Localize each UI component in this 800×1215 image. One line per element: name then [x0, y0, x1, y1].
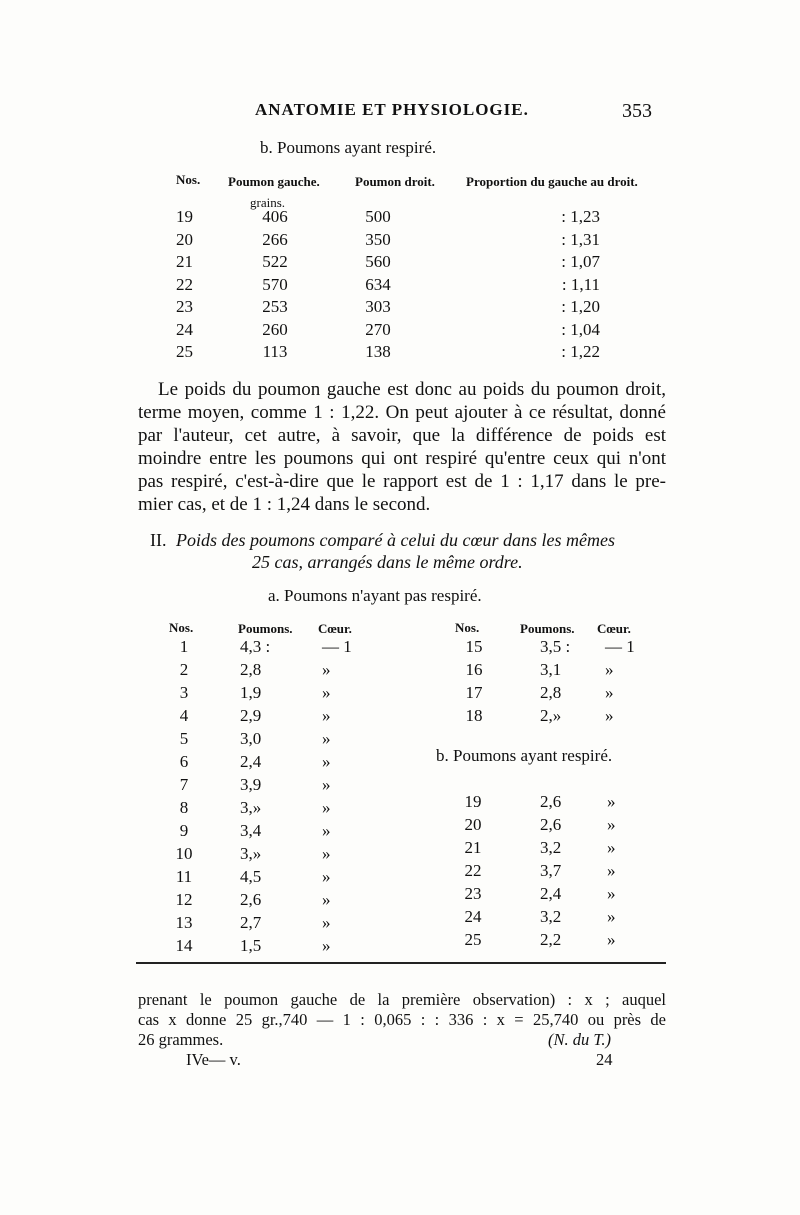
table-b2-cell-poumons: 3,7 [540, 861, 562, 880]
table-a-cell-poumons: 3,» [240, 798, 262, 817]
paragraph-line: par l'auteur, cet autre, à savoir, que la différence de poids est [138, 425, 666, 446]
table-b2-cell-coeur: » [607, 792, 616, 811]
table-b2-title: b. Poumons ayant respiré. [436, 746, 613, 765]
table-b2-cell-poumons: 2,6 [540, 815, 562, 834]
table-a-right-cell-no: 18 [465, 706, 483, 725]
table-b-cell-no: 22 [176, 274, 193, 294]
table-a-cell-poumons: 1,9 [240, 683, 262, 702]
table-b-cell-droit: 560 [365, 252, 391, 271]
table-b2-cell-coeur: » [607, 884, 616, 903]
table-b2-cell-coeur: » [607, 838, 616, 857]
table-b-cell-proportion: : 1,22 [561, 342, 600, 361]
table-a-right-cell-poumons: 2,8 [540, 683, 562, 702]
col-header-poumon-droit: Poumon droit. [355, 174, 435, 189]
table-a-cell-poumons: 2,7 [240, 913, 262, 932]
table-b2-cell-coeur: » [607, 861, 616, 880]
section-numeral: II. [150, 530, 167, 550]
table-b-cell-droit: 303 [365, 297, 391, 316]
table-a-cell-coeur: » [322, 844, 331, 863]
table-a-left-header-nos: Nos. [169, 620, 194, 635]
col-header-proportion: Proportion du gauche au droit. [466, 174, 638, 189]
table-a-cell-coeur: » [322, 660, 331, 679]
table-a-cell-poumons: 3,0 [240, 729, 262, 748]
table-a-cell-poumons: 3,» [240, 844, 262, 863]
table-a-right-cell-no: 16 [465, 660, 483, 679]
running-header-title: ANATOMIE ET PHYSIOLOGIE. [255, 100, 529, 119]
table-b2-cell-coeur: » [607, 907, 616, 926]
table-b-cell-no: 24 [176, 319, 193, 339]
table-b-cell-no: 21 [176, 252, 193, 271]
table-a-right-cell-coeur: » [605, 683, 614, 702]
table-a-cell-coeur: » [322, 706, 331, 725]
table-b-cell-gauche: 260 [262, 319, 288, 339]
table-a-cell-no: 2 [179, 660, 189, 679]
signature-mark: IVe— v. [186, 1050, 241, 1069]
table-a-cell-no: 12 [175, 890, 193, 909]
unit-label: grains. [250, 195, 286, 210]
table-a-cell-coeur: — 1 [322, 637, 352, 656]
table-a-cell-coeur: » [322, 752, 331, 771]
table-b-cell-gauche: 522 [262, 252, 288, 271]
footnote-rule [136, 962, 666, 964]
footnote-line-3: 26 grammes. [138, 1030, 224, 1049]
table-a-cell-coeur: » [322, 798, 331, 817]
table-a-cell-no: 8 [179, 798, 189, 817]
table-a-cell-no: 11 [175, 867, 193, 886]
table-b2-cell-no: 20 [464, 815, 482, 834]
table-a-cell-coeur: » [322, 775, 331, 794]
table-b-cell-droit: 634 [365, 274, 391, 294]
signature-number: 24 [596, 1050, 613, 1069]
col-header-poumon-gauche: Poumon gauche. [228, 174, 320, 189]
table-a-cell-poumons: 3,4 [240, 821, 262, 840]
table-a-right-cell-poumons: 2,» [540, 706, 562, 725]
table-a-right-cell-no: 15 [465, 637, 483, 656]
paragraph-line: Le poids du poumon gauche est donc au poids du poumon droit, [158, 379, 666, 400]
table-b2-cell-no: 25 [464, 930, 482, 949]
table-a-cell-coeur: » [322, 867, 331, 886]
table-b-cell-gauche: 406 [262, 207, 288, 226]
paragraph-line: pas respiré, c'est-à-dire que le rapport est de 1 : 1,17 dans le pre- [138, 471, 666, 492]
table-b2-cell-no: 23 [464, 884, 482, 903]
table-b-cell-gauche: 253 [262, 297, 288, 316]
table-b-cell-gauche: 113 [262, 342, 288, 361]
page-number: 353 [622, 100, 652, 122]
table-a-cell-poumons: 4,3 : [240, 637, 271, 656]
table-a-cell-no: 10 [175, 844, 193, 863]
table-a-right-cell-coeur: » [605, 660, 614, 679]
table-a-right-header-nos: Nos. [455, 620, 480, 635]
table-b2-cell-no: 24 [464, 907, 482, 926]
table-a-cell-coeur: » [322, 913, 331, 932]
table-b2-cell-no: 22 [464, 861, 482, 880]
table-a-right-cell-coeur: — 1 [605, 637, 635, 656]
table-b-cell-proportion: : 1,07 [561, 252, 600, 271]
table-a-cell-coeur: » [322, 936, 331, 955]
table-b-cell-droit: 138 [365, 342, 391, 361]
table-b2-cell-no: 21 [464, 838, 482, 857]
table-b-cell-droit: 350 [365, 229, 391, 249]
table-b-cell-gauche: 570 [262, 274, 288, 294]
table-a-cell-poumons: 2,8 [240, 660, 262, 679]
table-a-cell-no: 6 [179, 752, 189, 771]
table-a-right-cell-poumons: 3,1 [540, 660, 562, 679]
table-b-cell-droit: 270 [365, 319, 391, 339]
table-b2-cell-poumons: 3,2 [540, 838, 562, 857]
table-a-cell-poumons: 4,5 [240, 867, 262, 886]
table-a-cell-coeur: » [322, 890, 331, 909]
table-a-left-header-poumons: Poumons. [238, 621, 293, 636]
paragraph-line: moindre entre les poumons qui ont respiré qu'entre ceux qui n'ont [138, 448, 666, 469]
table-a-cell-poumons: 3,9 [240, 775, 262, 794]
table-b-cell-proportion: : 1,31 [561, 229, 600, 249]
table-b-cell-proportion: : 1,11 [561, 274, 600, 294]
table-b-cell-no: 19 [176, 207, 193, 226]
table-a-cell-poumons: 1,5 [240, 936, 262, 955]
section-title-line2: 25 cas, arrangés dans le même ordre. [252, 552, 523, 572]
footnote-translator-note: (N. du T.) [548, 1030, 611, 1049]
table-b-cell-droit: 500 [365, 207, 391, 226]
table-b-cell-proportion: : 1,20 [561, 297, 600, 316]
table-a-cell-no: 7 [179, 775, 189, 794]
table-a-cell-coeur: » [322, 821, 331, 840]
section-title-line1: Poids des poumons comparé à celui du cœur dans les mêmes [176, 530, 615, 550]
table-b2-cell-poumons: 2,4 [540, 884, 562, 903]
table-a-right-cell-poumons: 3,5 : [540, 637, 571, 656]
table-b2-cell-coeur: » [607, 815, 616, 834]
table-a-cell-poumons: 2,6 [240, 890, 262, 909]
table-a-cell-no: 5 [179, 729, 189, 748]
table-a-right-cell-coeur: » [605, 706, 614, 725]
table-b-title: b. Poumons ayant respiré. [260, 138, 437, 157]
footnote-line-2: cas x donne 25 gr.,740 — 1 : 0,065 : : 336 : x = 25,740 ou près de [138, 1010, 666, 1029]
table-b2-cell-no: 19 [464, 792, 482, 811]
table-b-cell-no: 20 [176, 229, 193, 249]
table-a-cell-no: 1 [179, 637, 189, 656]
table-a-cell-coeur: » [322, 729, 331, 748]
table-a-right-cell-no: 17 [465, 683, 483, 702]
paragraph-line: terme moyen, comme 1 : 1,22. On peut ajouter à ce résultat, donné [138, 402, 666, 423]
table-a-title: a. Poumons n'ayant pas respiré. [268, 586, 482, 605]
table-a-cell-poumons: 2,9 [240, 706, 262, 725]
table-a-cell-no: 9 [179, 821, 189, 840]
table-a-cell-no: 13 [175, 913, 193, 932]
table-a-right-header-poumons: Poumons. [520, 621, 575, 636]
table-b-cell-proportion: : 1,23 [561, 207, 600, 226]
table-a-cell-poumons: 2,4 [240, 752, 262, 771]
table-b2-cell-poumons: 2,2 [540, 930, 562, 949]
table-a-right-header-coeur: Cœur. [597, 621, 631, 636]
table-a-left-header-coeur: Cœur. [318, 621, 352, 636]
table-a-cell-no: 14 [175, 936, 193, 955]
table-a-cell-no: 3 [179, 683, 189, 702]
table-a-cell-coeur: » [322, 683, 331, 702]
col-header-nos: Nos. [176, 172, 201, 187]
paragraph-line: mier cas, et de 1 : 1,24 dans le second. [138, 494, 431, 515]
table-b-cell-gauche: 266 [262, 229, 288, 249]
table-b-cell-no: 25 [176, 342, 193, 361]
footnote-line-1: prenant le poumon gauche de la première observation) : x ; auquel [138, 990, 666, 1009]
table-a-cell-no: 4 [179, 706, 189, 725]
table-b2-cell-poumons: 2,6 [540, 792, 562, 811]
table-b-cell-proportion: : 1,04 [561, 319, 600, 339]
table-b-cell-no: 23 [176, 297, 193, 316]
table-b2-cell-coeur: » [607, 930, 616, 949]
table-b2-cell-poumons: 3,2 [540, 907, 562, 926]
